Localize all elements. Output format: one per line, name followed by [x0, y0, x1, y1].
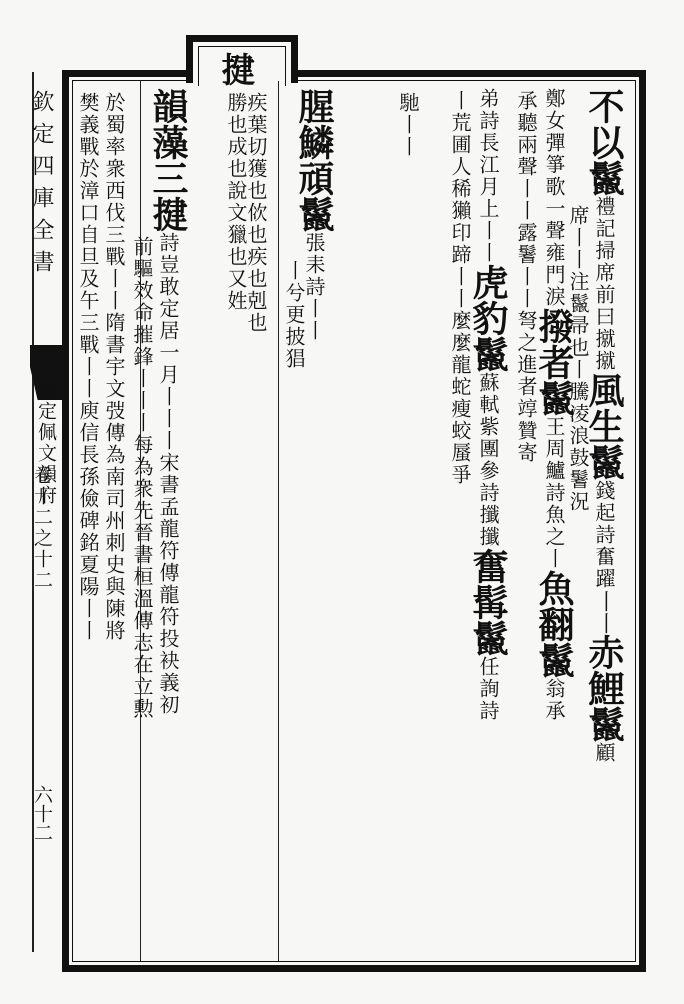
- annotation-text: 任詢詩: [476, 656, 500, 722]
- text-column: [78, 92, 98, 642]
- annotation-text: 樊義戰於漳口自旦及午三戰丨丨庾信長孫儉碑銘夏陽丨丨: [76, 92, 100, 642]
- headword: 赤鯉鬣: [583, 634, 625, 742]
- annotation-text: 詩豈敢定居一月丨丨丨宋書孟龍符傳龍符投袂義初: [156, 232, 180, 716]
- text-column: [516, 90, 536, 464]
- annotation-text: 蘇軾紫團參詩攕攕: [476, 372, 500, 548]
- annotation-text: 況: [566, 491, 590, 513]
- annotation-text: 馳丨丨: [396, 92, 420, 158]
- headword: 虎豹鬣: [467, 264, 509, 372]
- headword: 魚翻鬣: [533, 570, 575, 678]
- book-title: 欽定四庫全書: [29, 90, 54, 282]
- text-column: [533, 88, 575, 722]
- text-column: [450, 90, 470, 486]
- headword: 撥者鬣: [533, 308, 575, 416]
- column-rule: [278, 81, 279, 961]
- annotation-text: 翁承: [542, 678, 566, 722]
- annotation-text: 王周鱸詩魚之丨: [542, 416, 566, 570]
- headword: 不以鬣: [583, 88, 625, 196]
- annotation-text: 於蜀率衆西伐三戰丨丨隋書宇文弢傳為南司州刺史與陳將: [102, 92, 126, 642]
- text-column: [226, 92, 246, 312]
- text-column: [398, 92, 418, 158]
- headword: 韻藻三揵: [147, 88, 189, 232]
- volume-marks: 卷十二之十二: [31, 465, 53, 591]
- text-column: [132, 236, 152, 720]
- text-column: [467, 88, 509, 722]
- annotation-text: 疾葉切獲也佽也疾也剋也: [244, 92, 268, 334]
- headword: 奮髯鬣: [467, 548, 509, 656]
- annotation-text: 鄭女彈箏歌一聲雍門淚: [542, 88, 566, 308]
- annotation-text: 顧: [592, 742, 616, 764]
- annotation-text: 張耒詩丨丨: [302, 232, 326, 342]
- annotation-text: 贊寄: [514, 420, 538, 464]
- annotation-text: 䇏: [514, 398, 538, 420]
- text-column: [246, 92, 266, 334]
- annotation-text: 承聽兩聲丨丨露鬐: [514, 90, 538, 266]
- annotation-text: 丨兮更披猖: [282, 260, 306, 370]
- annotation-text: 勝也成也說文獵也又姓: [224, 92, 248, 312]
- headword: 腥鱗頑鬣: [293, 88, 335, 232]
- annotation-text: 丨荒圃人稀獺印蹄: [448, 90, 472, 266]
- annotation-text: 丨丨: [448, 266, 472, 310]
- folio-number: 六十二: [31, 785, 53, 842]
- annotation-text: 蛟蜃爭: [448, 420, 472, 486]
- text-column: [583, 88, 625, 764]
- annotation-text: 錢起詩奮躍: [592, 480, 616, 590]
- annotation-text: 禮記掃席前曰㩆㩆: [592, 196, 616, 372]
- text-column: [147, 88, 189, 716]
- annotation-text: 弟詩長江月上丨丨: [476, 88, 500, 264]
- annotation-text: 丨丨弩之進者: [514, 266, 538, 398]
- annotation-text: 前驅效命摧鋒丨丨丨每為衆先晉書桓溫傳志在立勲: [130, 236, 154, 720]
- annotation-text: 席丨丨注鬣帚也: [566, 205, 590, 359]
- annotation-text: 麼麼龍蛇瘦: [448, 310, 472, 420]
- text-column: [104, 92, 124, 642]
- text-column: [284, 260, 304, 370]
- headword: 風生鬣: [583, 372, 625, 480]
- section-title: 御定佩文韻府: [35, 380, 57, 506]
- annotation-text: 丨丨: [592, 590, 617, 634]
- headword-tab-char: 揵: [215, 52, 255, 86]
- annotation-text: 丨騰凌浪鼓鬐: [566, 359, 590, 491]
